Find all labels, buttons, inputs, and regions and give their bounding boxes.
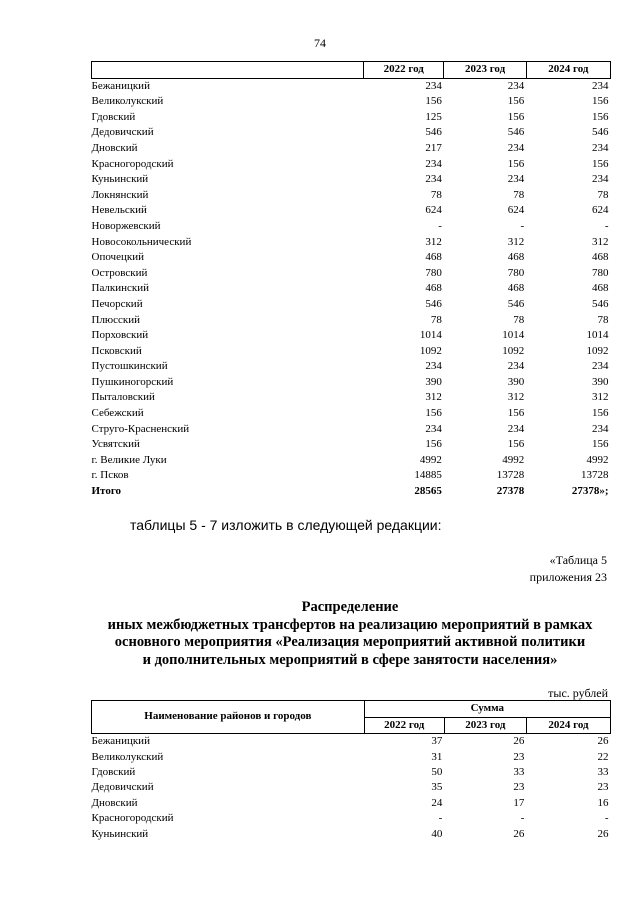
total-row [92,484,611,500]
amount-cell: 624 [425,204,442,217]
amount-cell: 234 [425,173,442,186]
transfers-table-employment [91,700,611,842]
table-row [92,422,611,438]
table-row [92,827,611,842]
amendment-text: таблицы 5 - 7 изложить в следующей редакции: [130,517,442,533]
table-row [92,157,611,173]
amount-cell: 14885 [414,469,442,482]
amount-cell: 390 [592,375,609,388]
amount-cell: 156 [507,95,525,108]
table-row [92,811,611,826]
amount-cell: - [438,219,442,232]
table-row [92,172,611,188]
table-row [92,250,611,266]
amount-cell: 312 [425,235,442,248]
header-name: Наименование районов и городов [92,701,365,734]
district-name: Невельский [91,204,147,217]
unit-label: тыс. рублей [548,686,608,700]
table-row [92,297,611,313]
amount-cell: 234 [425,422,442,435]
table-row [92,110,611,126]
table-reference-line1: «Таблица 5 [549,553,607,567]
district-name: Великолукский [91,95,164,108]
amount-cell: - [604,219,609,232]
amount-cell: 468 [425,282,442,295]
amount-cell: 156 [592,407,609,420]
total-2023: 27378 [496,485,525,498]
amount-cell: 390 [507,375,525,388]
amount-cell: 234 [507,360,525,373]
amount-cell: 234 [507,173,525,186]
total-2022: 28565 [414,485,442,498]
amount-cell: 234 [592,360,609,373]
header-2024: 2024 год [526,62,610,79]
district-name: Усвятский [91,438,140,451]
table-header-row [92,62,611,79]
amount-cell: 33 [513,766,525,778]
amount-cell: 1092 [419,344,442,357]
district-name: Дедовичский [91,126,154,139]
amount-cell: 31 [431,750,443,763]
table-row [92,390,611,406]
amount-cell: - [520,812,525,825]
district-name: Бежаницкий [91,79,150,92]
district-name: Красногородский [91,157,174,170]
district-name: Пустошкинский [91,360,168,373]
table2-header-row1 [92,701,611,718]
district-name: Гдовский [91,110,136,123]
header-2023: 2023 год [444,62,526,79]
district-name: Великолукский [91,750,164,763]
transfers-table-previous [91,61,611,500]
total-2024: 27378»; [571,485,609,498]
amount-cell: 546 [507,126,525,139]
table-row [92,219,611,235]
table-row [92,796,611,811]
table-row [92,359,611,375]
amount-cell: - [604,812,609,825]
amount-cell: 234 [592,422,609,435]
amount-cell: 1014 [586,329,609,342]
amount-cell: 780 [425,266,442,279]
amount-cell: 234 [507,422,525,435]
district-name: Новоржевский [91,219,161,232]
district-name: Дновский [91,141,138,154]
district-name: Псковский [91,344,142,357]
amount-cell: 40 [431,827,443,840]
table-row [92,235,611,251]
amount-cell: 26 [513,827,525,840]
table-row [92,375,611,391]
amount-cell: 16 [597,796,609,809]
amount-cell: 1092 [502,344,525,357]
district-name: Плюсский [91,313,141,326]
table-row [92,188,611,204]
amount-cell: 468 [592,251,609,264]
amount-cell: 156 [507,407,525,420]
amount-cell: 390 [425,375,442,388]
amount-cell: 234 [425,360,442,373]
amount-cell: 26 [597,827,609,840]
district-name: Островский [91,266,148,279]
amount-cell: 125 [425,110,442,123]
amount-cell: 78 [597,313,609,326]
amount-cell: - [520,219,525,232]
amount-cell: 156 [507,157,525,170]
amount-cell: 546 [425,297,442,310]
table-row [92,78,611,94]
amount-cell: 13728 [581,469,609,482]
header2-2023: 2023 год [444,717,526,734]
amount-cell: 156 [425,438,442,451]
table-row [92,203,611,219]
amount-cell: 312 [507,391,525,404]
header2-2022: 2022 год [364,717,444,734]
table-row [92,141,611,157]
header-sum: Сумма [364,701,610,718]
district-name: Опочецкий [91,251,144,264]
district-name: Гдовский [91,766,136,778]
amount-cell: 468 [507,251,525,264]
amount-cell: 156 [592,157,609,170]
amount-cell: 156 [425,95,442,108]
amount-cell: 156 [507,110,525,123]
district-name: Бежаницкий [91,735,150,748]
district-name: Дновский [91,796,138,809]
amount-cell: 468 [425,251,442,264]
amount-cell: 78 [597,188,609,201]
amount-cell: 312 [425,391,442,404]
amount-cell: 156 [425,407,442,420]
amount-cell: 1092 [586,344,609,357]
page-number: 74 [314,36,326,50]
amount-cell: 780 [592,266,609,279]
title-line1: Распределение [301,599,399,615]
amount-cell: 217 [425,141,442,154]
title-line3: основного мероприятия «Реализация мероприятий активной политики [114,634,586,650]
amount-cell: 234 [507,79,525,92]
total-label: Итого [91,485,122,498]
amount-cell: 546 [507,297,525,310]
table-row [92,437,611,453]
district-name: Порховский [91,329,149,342]
amount-cell: 78 [513,188,525,201]
amount-cell: 546 [592,126,609,139]
table-row [92,281,611,297]
amount-cell: 468 [507,282,525,295]
amount-cell: 17 [513,796,525,809]
district-name: Красногородский [91,812,174,825]
table-title [60,599,640,669]
table-reference-line2: приложения 23 [529,570,607,584]
district-name: Пыталовский [91,391,155,404]
district-name: г. Великие Луки [91,453,167,466]
header-2022: 2022 год [364,62,444,79]
district-name: Куньинский [91,827,149,840]
amount-cell: 78 [430,313,442,326]
amount-cell: 4992 [419,453,442,466]
amount-cell: 780 [507,266,525,279]
amount-cell: 22 [597,750,609,763]
amount-cell: 234 [592,79,609,92]
table-reference [530,552,607,586]
header-blank [92,62,364,79]
header2-2024: 2024 год [526,717,610,734]
table-row [92,94,611,110]
amount-cell: 1014 [502,329,525,342]
amount-cell: 546 [592,297,609,310]
amount-cell: 4992 [586,453,609,466]
amount-cell: 13728 [496,469,525,482]
table-row [92,750,611,765]
amount-cell: 78 [430,188,442,201]
district-name: Новосокольнический [91,235,192,248]
table-row [92,468,611,484]
district-name: Куньинский [91,173,149,186]
amount-cell: 234 [425,157,442,170]
table-row [92,266,611,282]
amount-cell: 26 [597,735,609,748]
table-row [92,765,611,780]
amount-cell: 37 [431,735,443,748]
district-name: Себежский [91,407,144,420]
amount-cell: 33 [597,766,609,778]
amount-cell: 23 [513,750,525,763]
district-name: Струго-Красненский [91,422,190,435]
table-row [92,313,611,329]
table-row [92,780,611,795]
district-name: Дедовичский [91,781,154,794]
amount-cell: 1014 [419,329,442,342]
amount-cell: 156 [507,438,525,451]
amount-cell: 234 [592,141,609,154]
table-row [92,328,611,344]
amount-cell: 312 [507,235,525,248]
district-name: Печорский [91,297,143,310]
amount-cell: 234 [507,141,525,154]
amount-cell: 546 [425,126,442,139]
amount-cell: 312 [592,235,609,248]
title-line2: иных межбюджетных трансфертов на реализацию мероприятий в рамках [107,616,593,633]
district-name: Палкинский [91,282,150,295]
table-row [92,453,611,469]
table-row [92,406,611,422]
title-line4: и дополнительных мероприятий в сфере занятости населения» [142,651,558,668]
amount-cell: 234 [592,173,609,186]
amount-cell: 156 [592,438,609,451]
amount-cell: 156 [592,95,609,108]
district-name: Локнянский [91,188,149,201]
amount-cell: 312 [592,391,609,404]
amount-cell: 468 [592,282,609,295]
amount-cell: 4992 [502,453,525,466]
table-row [92,125,611,141]
table-row [92,344,611,360]
amount-cell: 156 [592,110,609,123]
amount-cell: 624 [592,204,609,217]
amount-cell: 23 [513,781,525,794]
amount-cell: 234 [425,79,442,92]
amount-cell: 35 [431,781,443,794]
amount-cell: 26 [513,735,525,748]
table-row [92,734,611,750]
amount-cell: 50 [431,766,443,778]
district-name: Пушкиногорский [91,375,174,388]
amount-cell: 24 [431,796,443,809]
amount-cell: - [438,812,443,825]
amount-cell: 624 [507,204,525,217]
district-name: г. Псков [91,469,129,482]
amount-cell: 23 [597,781,609,794]
amount-cell: 78 [513,313,525,326]
